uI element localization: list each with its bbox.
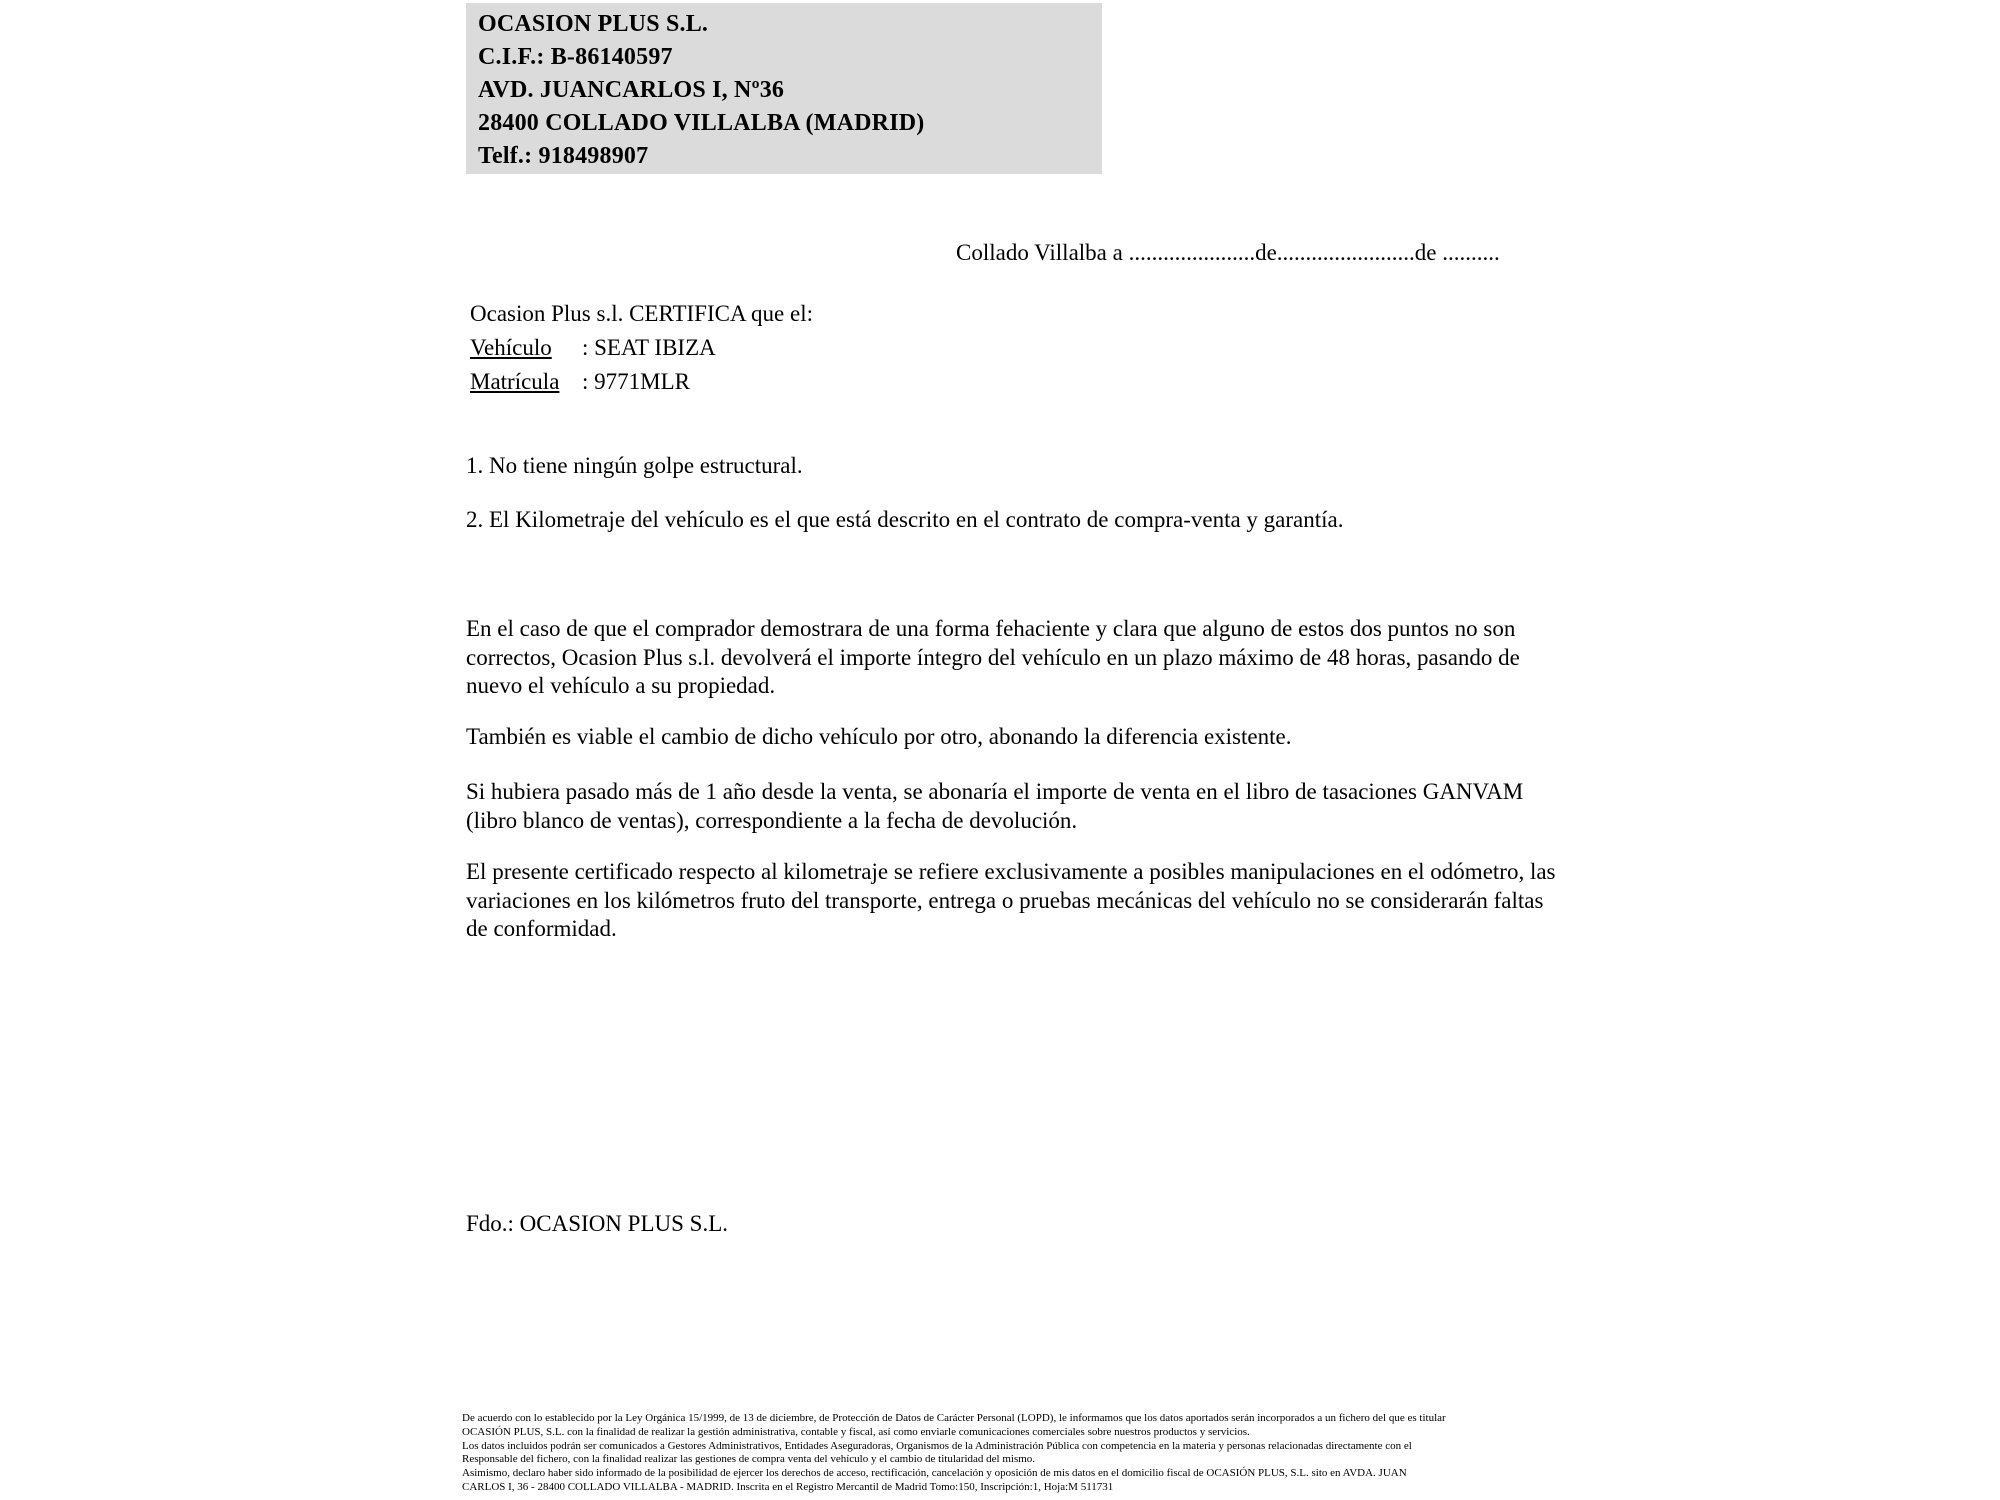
legal-footer-line: Responsable del fichero, con la finalidad realizar las gestiones de compra venta del vehículo y el cambio de titularidad del mismo. <box>462 1453 1036 1466</box>
vehicle-row <box>470 335 716 361</box>
legal-footer-line: Asimismo, declaro haber sido informado de la posibilidad de ejercer los derechos de acceso, rectificación, cancelación y oposición de mis datos en el domicilio fiscal de OCASIÓN PLUS, S.L. sito en AVDA. JUAN <box>462 1467 1407 1480</box>
paragraph-exchange-option: También es viable el cambio de dicho vehículo por otro, abonando la diferencia existente. <box>466 724 1292 749</box>
plate-row <box>470 369 690 395</box>
signature-line: Fdo.: OCASION PLUS S.L. <box>466 1211 728 1236</box>
paragraph-refund-policy: En el caso de que el comprador demostrara de una forma fehaciente y clara que alguno de estos dos puntos no son correctos, Ocasion Plus s.l. devolverá el importe íntegro del vehículo en un plazo máximo de 48 horas, pasando de nuevo el vehículo a su propiedad. <box>466 616 1520 698</box>
company-phone: Telf.: 918498907 <box>478 143 649 169</box>
paragraph-ganvam-valuation: Si hubiera pasado más de 1 año desde la venta, se abonaría el importe de venta en el libro de tasaciones GANVAM (libro blanco de ventas), correspondiente a la fecha de devolución. <box>466 779 1524 833</box>
legal-footer-line: De acuerdo con lo establecido por la Ley Orgánica 15/1999, de 13 de diciembre, de Protección de Datos de Carácter Personal (LOPD), le informamos que los datos aportados serán incorporados a un fichero del que es titular <box>462 1412 1446 1424</box>
date-line: Collado Villalba a ......................de........................de .......... <box>956 240 1500 265</box>
plate-value: : 9771MLR <box>582 369 690 394</box>
vehicle-value: : SEAT IBIZA <box>582 335 716 360</box>
paragraph-odometer-disclaimer: El presente certificado respecto al kilometraje se refiere exclusivamente a posibles manipulaciones en el odómetro, las variaciones en los kilómetros fruto del transporte, entrega o pruebas mecánicas del vehículo no se considerarán faltas de conformidad. <box>466 859 1556 941</box>
legal-footer-line: OCASIÓN PLUS, S.L. con la finalidad de realizar la gestión administrativa, contable y fiscal, así como enviarle comunicaciones comerciales sobre nuestros productos y servicios. <box>462 1425 1250 1438</box>
certification-intro: Ocasion Plus s.l. CERTIFICA que el: <box>470 301 813 326</box>
company-name: OCASION PLUS S.L. <box>478 11 709 37</box>
certified-point-1: 1. No tiene ningún golpe estructural. <box>466 453 803 478</box>
company-address: AVD. JUANCARLOS I, Nº36 <box>478 77 785 103</box>
legal-footer-line: CARLOS I, 36 - 28400 COLLADO VILLALBA - MADRID. Inscrita en el Registro Mercantil de Madrid Tomo:150, Inscripción:1, Hoja:M 511731 <box>462 1480 1114 1493</box>
company-cif: C.I.F.: B-86140597 <box>478 44 673 70</box>
letterhead <box>466 3 1102 174</box>
company-city: 28400 COLLADO VILLALBA (MADRID) <box>478 110 925 136</box>
legal-footer-line: Los datos incluidos podrán ser comunicados a Gestores Administrativos, Entidades Aseguradoras, Organismos de la Administración Pública con competencia en la materia y personas relacionadas directamente con el <box>462 1439 1412 1452</box>
certified-point-2: 2. El Kilometraje del vehículo es el que está descrito en el contrato de compra-venta y garantía. <box>466 507 1344 532</box>
vehicle-label: Vehículo <box>470 335 552 360</box>
legal-footer <box>462 1412 1572 1495</box>
plate-label: Matrícula <box>470 369 560 394</box>
